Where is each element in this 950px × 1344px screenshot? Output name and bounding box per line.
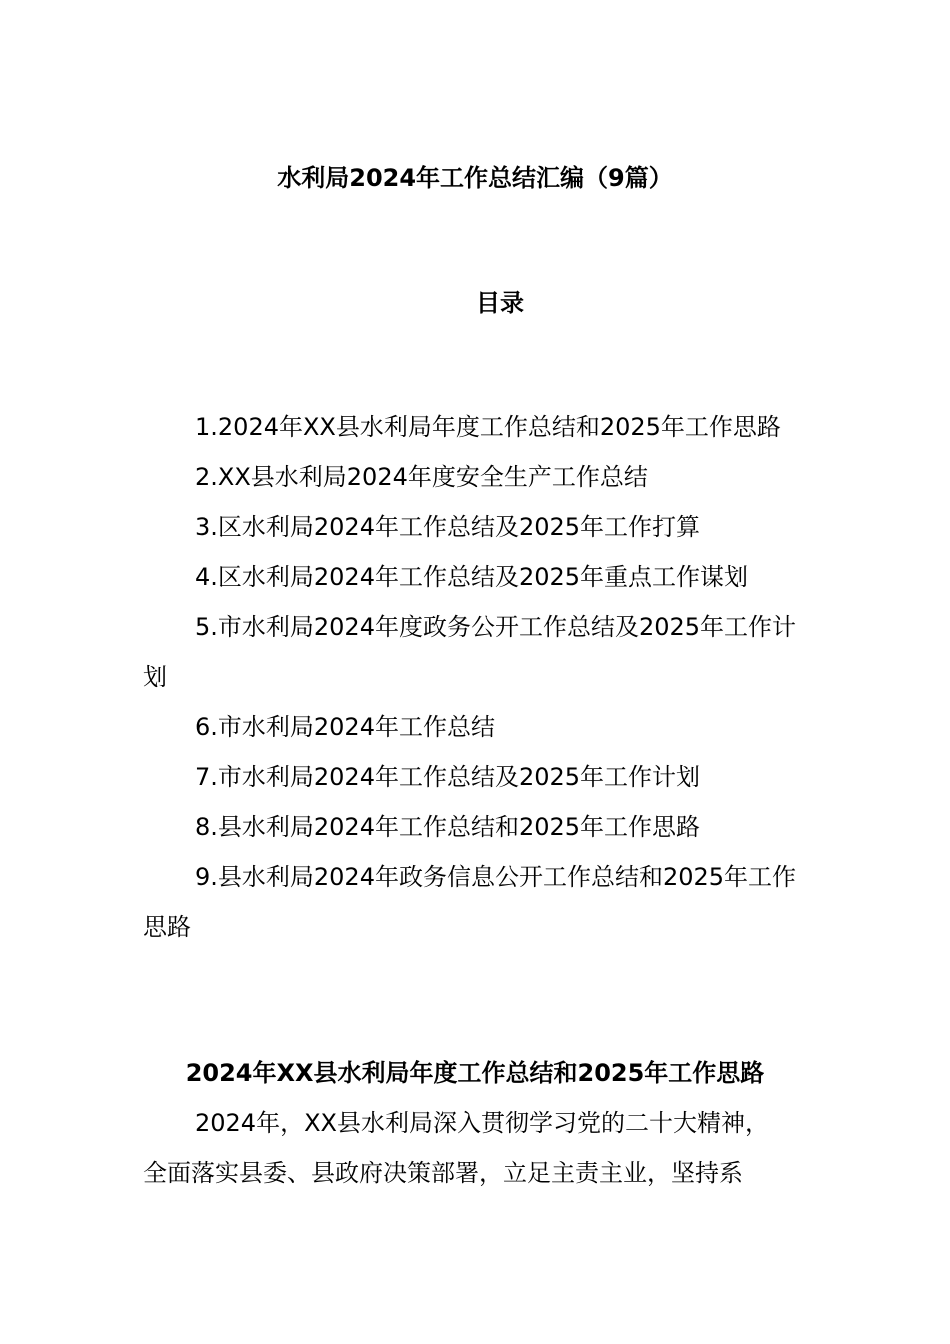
toc-item-2[interactable]: 2.XX县水利局2024年度安全生产工作总结	[195, 463, 648, 491]
body-line-2: 全面落实县委、县政府决策部署，立足主责主业，坚持系	[143, 1159, 743, 1187]
toc-item-5[interactable]: 5.市水利局2024年度政务公开工作总结及2025年工作计划	[143, 613, 797, 691]
toc-heading: 目录	[476, 289, 524, 317]
body-paragraph	[143, 1098, 833, 1198]
toc-item-1[interactable]: 1.2024年XX县水利局年度工作总结和2025年工作思路	[195, 413, 781, 441]
body-line-1: 2024年，XX县水利局深入贯彻学习党的二十大精神，	[195, 1109, 769, 1137]
toc-item-9[interactable]: 9.县水利局2024年政务信息公开工作总结和2025年工作思路	[143, 863, 797, 941]
section-title: 2024年XX县水利局年度工作总结和2025年工作思路	[185, 1059, 765, 1087]
toc-item-3[interactable]: 3.区水利局2024年工作总结及2025年工作打算	[195, 513, 701, 541]
toc-item-4[interactable]: 4.区水利局2024年工作总结及2025年重点工作谋划	[195, 563, 749, 591]
toc-item-8[interactable]: 8.县水利局2024年工作总结和2025年工作思路	[195, 813, 701, 841]
toc-item-7[interactable]: 7.市水利局2024年工作总结及2025年工作计划	[195, 763, 701, 791]
toc-item-6[interactable]: 6.市水利局2024年工作总结	[195, 713, 495, 741]
table-of-contents	[143, 402, 809, 952]
document-title: 水利局2024年工作总结汇编（9篇）	[277, 164, 673, 192]
